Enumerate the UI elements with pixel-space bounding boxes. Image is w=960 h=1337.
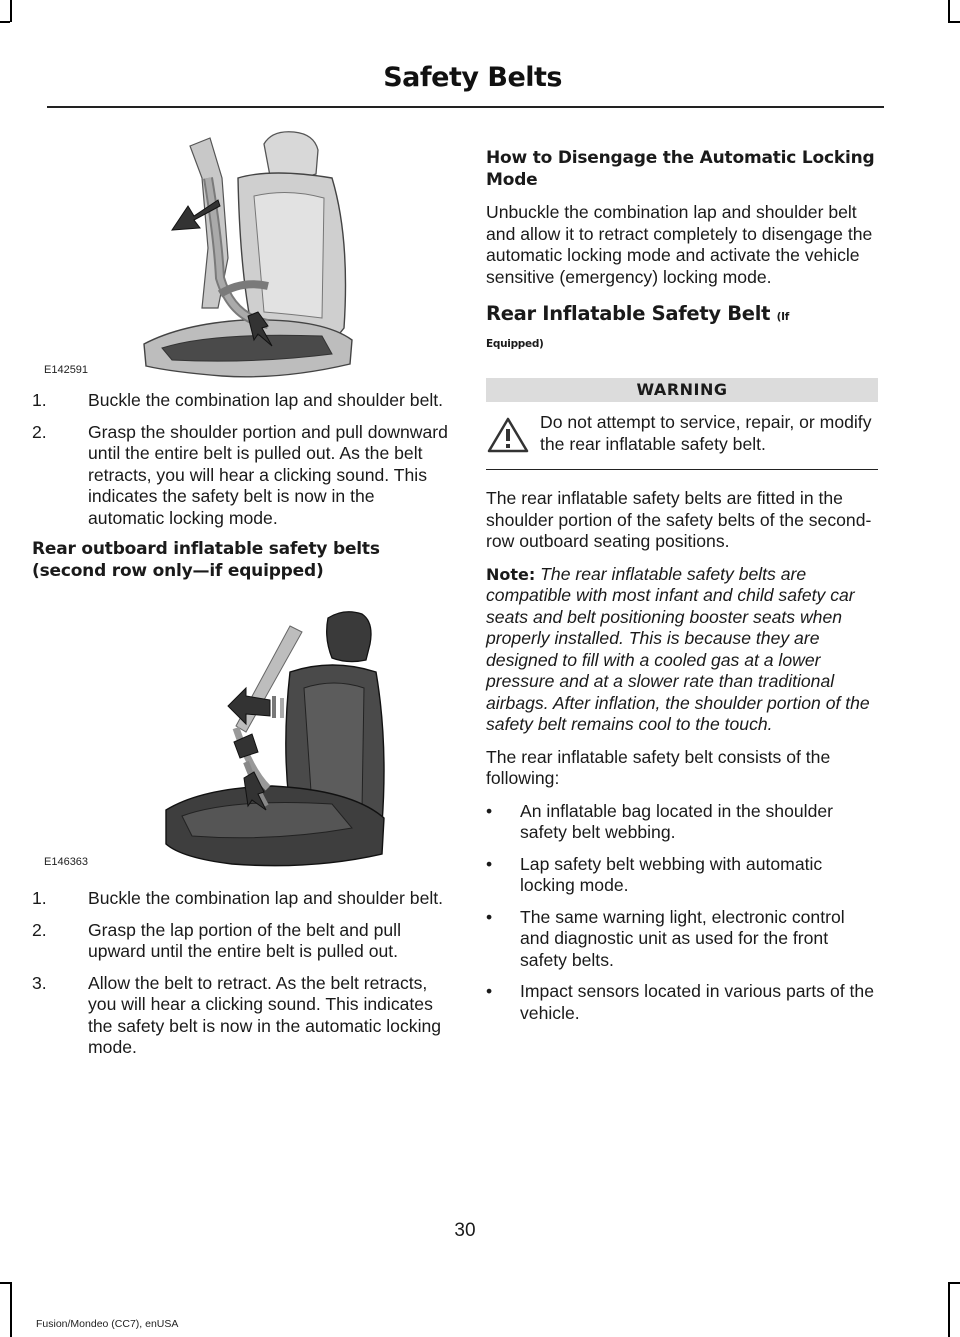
warning-body [486,402,878,470]
component-list [486,801,878,1025]
crop-mark-top-right [948,0,950,22]
list-item: 3. Allow the belt to retract. As the belt retracts, you will hear a clicking sound. This indicates the safety belt is now in the automatic locking mode. [32,972,442,1057]
warning-text: Do not attempt to service, repair, or modify the rear inflatable safety belt. [540,412,872,454]
rear-inflatable-heading: Rear Inflatable Safety Belt (If Equipped) [486,302,790,350]
crop-mark-bottom-left-h [0,1282,10,1284]
body-paragraph-2: The rear inflatable safety belt consists of the following: [486,746,831,788]
figure-rear-seat-belt [32,592,450,872]
crop-mark-top-left [10,0,12,22]
list-item: • The same warning light, electronic control and diagnostic unit as used for the front safety belts. [486,906,845,970]
list-item: • An inflatable bag located in the shoulder safety belt webbing. [486,800,834,842]
rear-seat-illustration [32,592,450,872]
page-header-title: Safety Belts [383,62,562,93]
list-item: 1. Buckle the combination lap and shoulder belt. [32,390,444,410]
figure-code: E142591 [44,364,89,376]
header-rule [47,106,884,108]
instruction-list-2 [32,888,450,1059]
front-seat-illustration [32,118,450,380]
right-column [486,118,878,1034]
disengage-text: Unbuckle the combination lap and shoulder belt and allow it to retract completely to disengage the automatic locking mode and activate the vehicle sensitive (emergency) locking mode. [486,202,873,287]
instruction-list-1 [32,390,450,529]
figure-code: E146363 [44,856,89,868]
crop-mark-bottom-right-h [948,1282,960,1284]
disengage-heading: How to Disengage the Automatic Locking Mode [486,148,875,190]
crop-mark-top-right-h [948,21,960,23]
crop-mark-top-left-h [0,21,10,23]
list-item: • Lap safety belt webbing with automatic locking mode. [486,853,823,895]
warning-box [486,378,878,470]
warning-triangle-icon [486,416,530,454]
left-column [32,118,450,1069]
list-item: 2. Grasp the lap portion of the belt and pull upward until the entire belt is pulled out. [32,919,401,961]
page-number: 30 [454,1220,476,1241]
note-paragraph: Note: The rear inflatable safety belts are compatible with most infant and child safety car seats and belt positioning booster seats when properly installed. This is because they are designed to fill with a cooled gas at a lower pressure and at a slower rate than traditional airbags. After inflation, the shoulder portion of the safety belt remains cool to the touch. [486,563,870,734]
figure-front-seat-belt [32,118,450,380]
body-paragraph-1: The rear inflatable safety belts are fitted in the shoulder portion of the safety belts of the second-row outboard seating positions. [486,488,872,551]
list-item: 2. Grasp the shoulder portion and pull downward until the entire belt is pulled out. As the belt retracts, you will hear a clicking sound. This indicates the safety belt is now in the automatic locking mode. [32,421,448,528]
crop-mark-bottom-left [10,1282,12,1337]
crop-mark-bottom-right [948,1282,950,1337]
list-item: • Impact sensors located in various parts of the vehicle. [486,981,875,1023]
warning-label: WARNING [486,378,878,402]
rear-outboard-heading: Rear outboard inflatable safety belts (second row only—if equipped) [32,539,380,581]
footer-text: Fusion/Mondeo (CC7), enUSA [36,1318,179,1330]
list-item: 1. Buckle the combination lap and shoulder belt. [32,888,444,908]
